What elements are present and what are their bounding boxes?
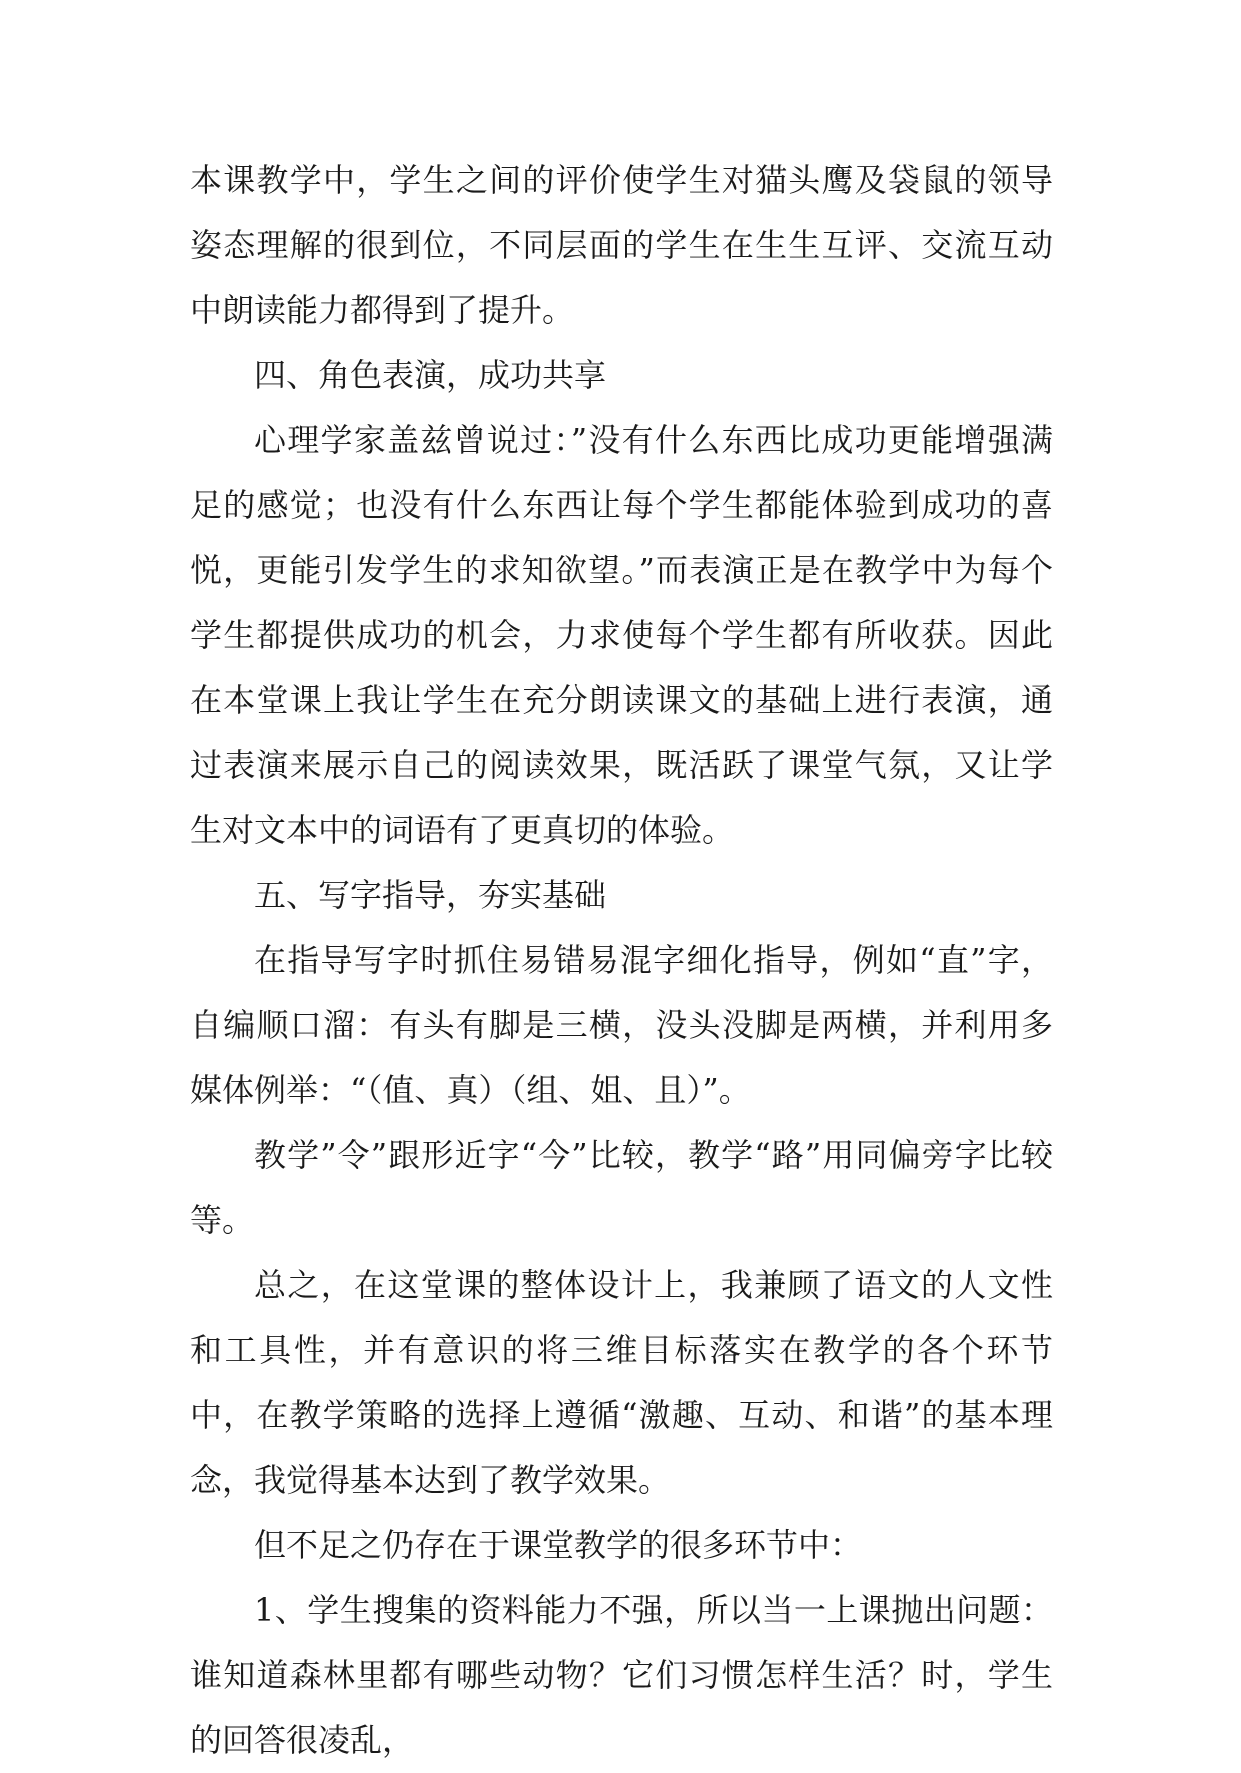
section-heading-writing-guidance: 五、写字指导，夯实基础	[254, 876, 607, 914]
section-heading-role-play: 四、角色表演，成功共享	[254, 356, 607, 394]
paragraph-shortcomings-intro: 但不足之仍存在于课堂教学的很多环节中：	[254, 1526, 863, 1564]
paragraph-evaluation-summary: 本课教学中，学生之间的评价使学生对猫头鹰及袋鼠的领导姿态理解的很到位，不同层面的学生在生生互评、交流互动中朗读能力都得到了提升。	[190, 161, 1053, 329]
paragraph-writing-guidance: 在指导写字时抓住易错易混字细化指导，例如“直”字，自编顺口溜：有头有脚是三横，没头没脚是两横，并利用多媒体例举：“（值、真）（组、姐、且）”。	[190, 941, 1053, 1109]
paragraph-character-comparison: 教学”令”跟形近字“今”比较，教学“路”用同偏旁字比较等。	[190, 1136, 1053, 1239]
document-body	[190, 148, 1053, 1773]
paragraph-shortcoming-1: 1、学生搜集的资料能力不强，所以当一上课抛出问题：谁知道森林里都有哪些动物？它们习惯怎样生活？时，学生的回答很凌乱，	[190, 1591, 1053, 1759]
paragraph-conclusion: 总之，在这堂课的整体设计上，我兼顾了语文的人文性和工具性，并有意识的将三维目标落实在教学的各个环节中，在教学策略的选择上遵循“激趣、互动、和谐”的基本理念，我觉得基本达到了教学效果。	[190, 1266, 1053, 1499]
paragraph-role-play: 心理学家盖兹曾说过：”没有什么东西比成功更能增强满足的感觉；也没有什么东西让每个学生都能体验到成功的喜悦，更能引发学生的求知欲望。”而表演正是在教学中为每个学生都提供成功的机会，力求使每个学生都有所收获。因此在本堂课上我让学生在充分朗读课文的基础上进行表演，通过表演来展示自己的阅读效果，既活跃了课堂气氛，又让学生对文本中的词语有了更真切的体验。	[190, 421, 1053, 849]
